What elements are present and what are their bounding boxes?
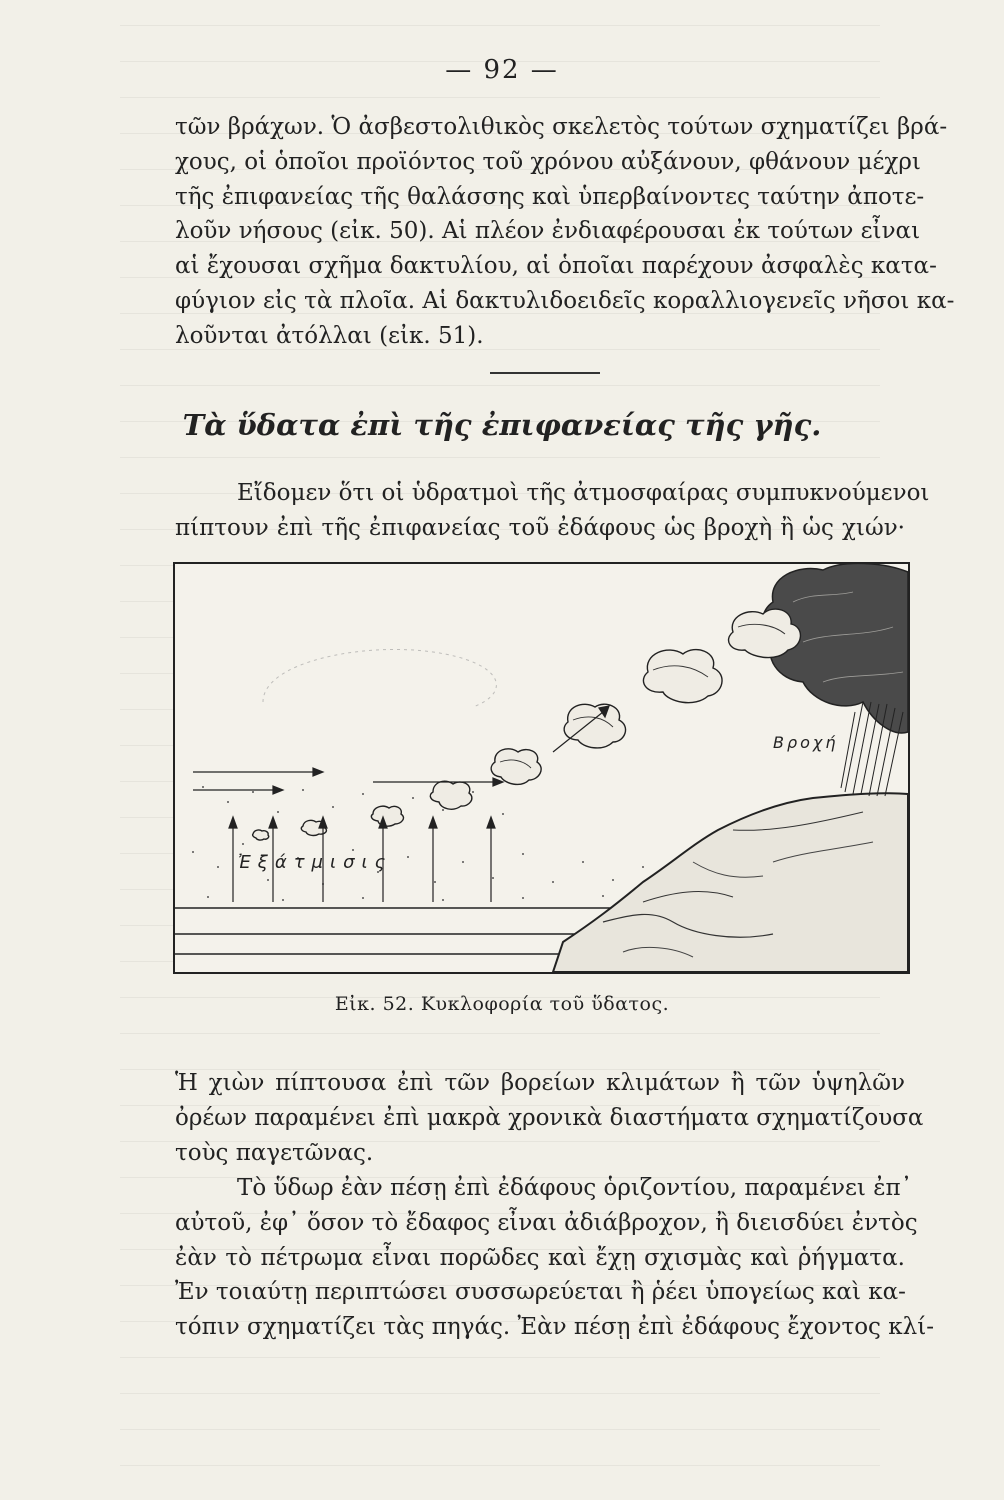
section-divider bbox=[490, 372, 600, 374]
text-line: πίπτουν ἐπὶ τῆς ἐπιφανείας τοῦ ἐδάφους ὡς βροχὴ ἢ ὡς χιών· bbox=[175, 514, 905, 541]
text-line: ἐὰν τὸ πέτρωμα εἶναι πορῶδες καὶ ἔχῃ σχισμὰς καὶ ῥήγματα. bbox=[175, 1244, 905, 1271]
text-line: Ἐν τοιαύτῃ περιπτώσει συσσωρεύεται ἢ ῥέει ὑπογείως καὶ κα- bbox=[175, 1279, 906, 1306]
paragraph-coral-islands bbox=[175, 110, 955, 354]
figure-caption: Εἰκ. 52. Κυκλοφορία τοῦ ὕδατος. bbox=[334, 993, 670, 1015]
text-line: Ἡ χιὼν πίπτουσα ἐπὶ τῶν βορείων κλιμάτων ἢ τῶν ὑψηλῶν bbox=[175, 1070, 905, 1096]
text-line: Τὸ ὕδωρ ἐὰν πέσῃ ἐπὶ ἐδάφους ὁριζοντίου, παραμένει ἐπ᾿ bbox=[237, 1175, 913, 1201]
text-line: Εἴδομεν ὅτι οἱ ὑδρατμοὶ τῆς ἀτμοσφαίρας συμπυκνούμενοι bbox=[237, 480, 930, 506]
water-cycle-illustration bbox=[173, 562, 910, 974]
text-line: χους, οἱ ὁποῖοι προϊόντος τοῦ χρόνου αὐξάνουν, φθάνουν μέχρι bbox=[175, 148, 921, 175]
paragraph-glaciers bbox=[175, 1066, 924, 1170]
text-line: τῆς ἐπιφανείας τῆς θαλάσσης καὶ ὑπερβαίνοντες ταύτην ἀποτε- bbox=[175, 183, 925, 210]
rain-label: Βροχή bbox=[773, 733, 839, 752]
text-line: αὐτοῦ, ἐφ᾿ ὅσον τὸ ἔδαφος εἶναι ἀδιάβροχον, ἢ διεισδύει ἐντὸς bbox=[175, 1209, 918, 1236]
text-line: τῶν βράχων. Ὁ ἀσβεστολιθικὸς σκελετὸς τούτων σχηματίζει βρά- bbox=[175, 114, 948, 140]
water-cycle-figure bbox=[173, 562, 910, 974]
text-line: αἱ ἔχουσαι σχῆμα δακτυλίου, αἱ ὁποῖαι παρέχουν ἀσφαλὲς κατα- bbox=[175, 253, 937, 280]
text-line: φύγιον εἰς τὰ πλοῖα. Αἱ δακτυλιδοειδεῖς κοραλλιογενεῖς νῆσοι κα- bbox=[175, 287, 955, 314]
text-line: τόπιν σχηματίζει τὰς πηγάς. Ἐὰν πέσῃ ἐπὶ ἐδάφους ἔχοντος κλί- bbox=[175, 1314, 934, 1341]
text-line: λοῦνται ἀτόλλαι (εἰκ. 51). bbox=[175, 322, 484, 349]
text-line: ὀρέων παραμένει ἐπὶ μακρὰ χρονικὰ διαστήματα σχηματίζουσα bbox=[175, 1104, 924, 1131]
paragraph-precipitation bbox=[175, 476, 930, 546]
paragraph-groundwater bbox=[175, 1171, 934, 1345]
evaporation-label: Ἐξάτμισις bbox=[238, 852, 393, 873]
text-line: τοὺς παγετῶνας. bbox=[175, 1139, 374, 1166]
page-number: — 92 — bbox=[445, 55, 559, 85]
text-line: λοῦν νήσους (εἰκ. 50). Αἱ πλέον ἐνδιαφέρουσαι ἐκ τούτων εἶναι bbox=[175, 218, 921, 245]
section-heading: Τὰ ὕδατα ἐπὶ τῆς ἐπιφανείας τῆς γῆς. bbox=[182, 408, 822, 442]
